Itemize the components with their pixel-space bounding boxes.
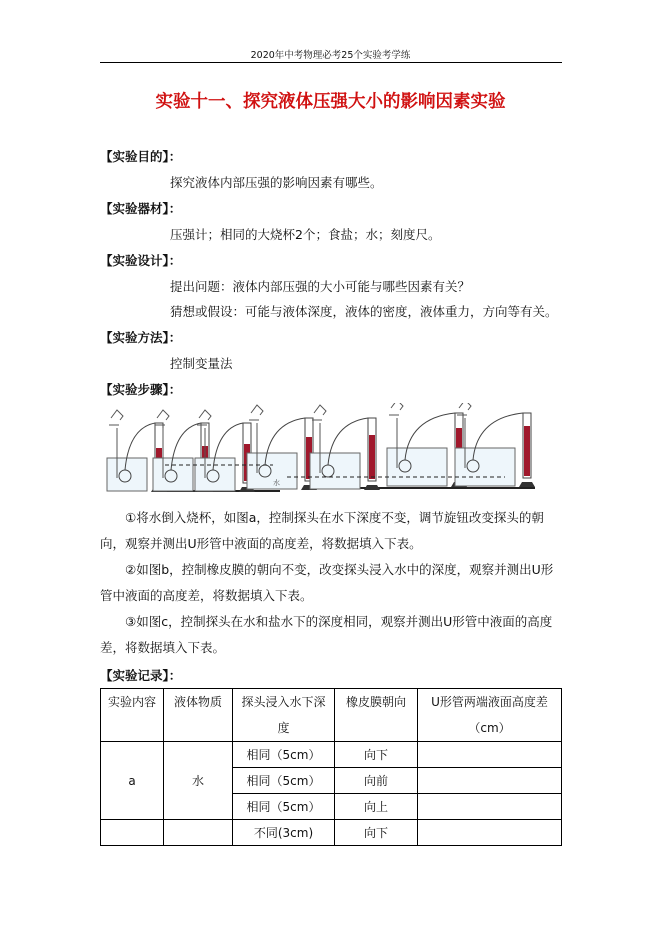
direction-cell: 向前 — [335, 768, 418, 794]
group-cell: a — [101, 742, 164, 820]
group-cell — [101, 820, 164, 846]
height-diff-cell[interactable] — [418, 794, 562, 820]
beaker — [387, 448, 447, 486]
header-cell: 液体物质 — [164, 689, 233, 742]
step-1: ①将水倒入烧杯，如图a，控制探头在水下深度不变，调节旋钮改变探头的朝向，观察并测出U形管中液面的高度差，将数据填入下表。 — [100, 510, 544, 551]
purpose-text: 探究液体内部压强的影响因素有哪些。 — [170, 175, 383, 190]
experiment-figure — [95, 403, 545, 498]
header-cell: 探头浸入水下深度 — [233, 689, 335, 742]
beaker — [310, 453, 360, 489]
step-2: ②如图b，控制橡皮膜的朝向不变，改变探头浸入水中的深度，观察并测出U形管中液面的高度差，将数据填入下表。 — [100, 562, 554, 603]
header-rule — [100, 62, 562, 63]
step-3: ③如图c，控制探头在水和盐水下的深度相同，观察并测出U形管中液面的高度差，将数据填入下表。 — [100, 614, 553, 655]
running-header: 2020年中考物理必考25个实验考学练 — [250, 50, 411, 61]
depth-cell: 相同（5cm） — [233, 768, 335, 794]
beaker — [107, 458, 147, 491]
purpose-heading: 【实验目的】： — [100, 149, 182, 164]
direction-cell: 向上 — [335, 794, 418, 820]
table-header-row — [101, 689, 562, 742]
height-diff-cell[interactable] — [418, 742, 562, 768]
beaker — [247, 453, 297, 489]
beaker — [455, 448, 515, 486]
design-hypothesis: 猜想或假设：可能与液体深度，液体的密度，液体重力，方向等有关。 — [170, 304, 558, 319]
liquid-cell — [164, 820, 233, 846]
beaker — [195, 458, 235, 491]
record-table — [100, 688, 562, 846]
depth-cell: 相同（5cm） — [233, 742, 335, 768]
design-heading: 【实验设计】： — [100, 253, 182, 268]
header-cell: 橡皮膜朝向 — [335, 689, 418, 742]
water-label: 水 — [273, 479, 280, 487]
record-heading: 【实验记录】： — [100, 668, 182, 683]
header-cell: 实验内容 — [101, 689, 164, 742]
method-text: 控制变量法 — [170, 356, 233, 371]
design-question: 提出问题：液体内部压强的大小可能与哪些因素有关？ — [170, 279, 471, 294]
page-title: 实验十一、探究液体压强大小的影响因素实验 — [155, 92, 506, 112]
height-diff-cell[interactable] — [418, 768, 562, 794]
table-row — [101, 820, 562, 846]
beaker — [153, 458, 193, 491]
direction-cell: 向下 — [335, 820, 418, 846]
method-heading: 【实验方法】： — [100, 330, 182, 345]
depth-cell: 相同（5cm） — [233, 794, 335, 820]
height-diff-cell[interactable] — [418, 820, 562, 846]
table-row — [101, 742, 562, 768]
depth-cell: 不同(3cm) — [233, 820, 335, 846]
direction-cell: 向下 — [335, 742, 418, 768]
steps-heading: 【实验步骤】： — [100, 382, 182, 397]
liquid-cell: 水 — [164, 742, 233, 820]
equipment-text: 压强计；相同的大烧杯2个；食盐；水；刻度尺。 — [170, 227, 441, 242]
header-cell: U形管两端液面高度差（cm） — [418, 689, 562, 742]
equipment-heading: 【实验器材】： — [100, 201, 182, 216]
